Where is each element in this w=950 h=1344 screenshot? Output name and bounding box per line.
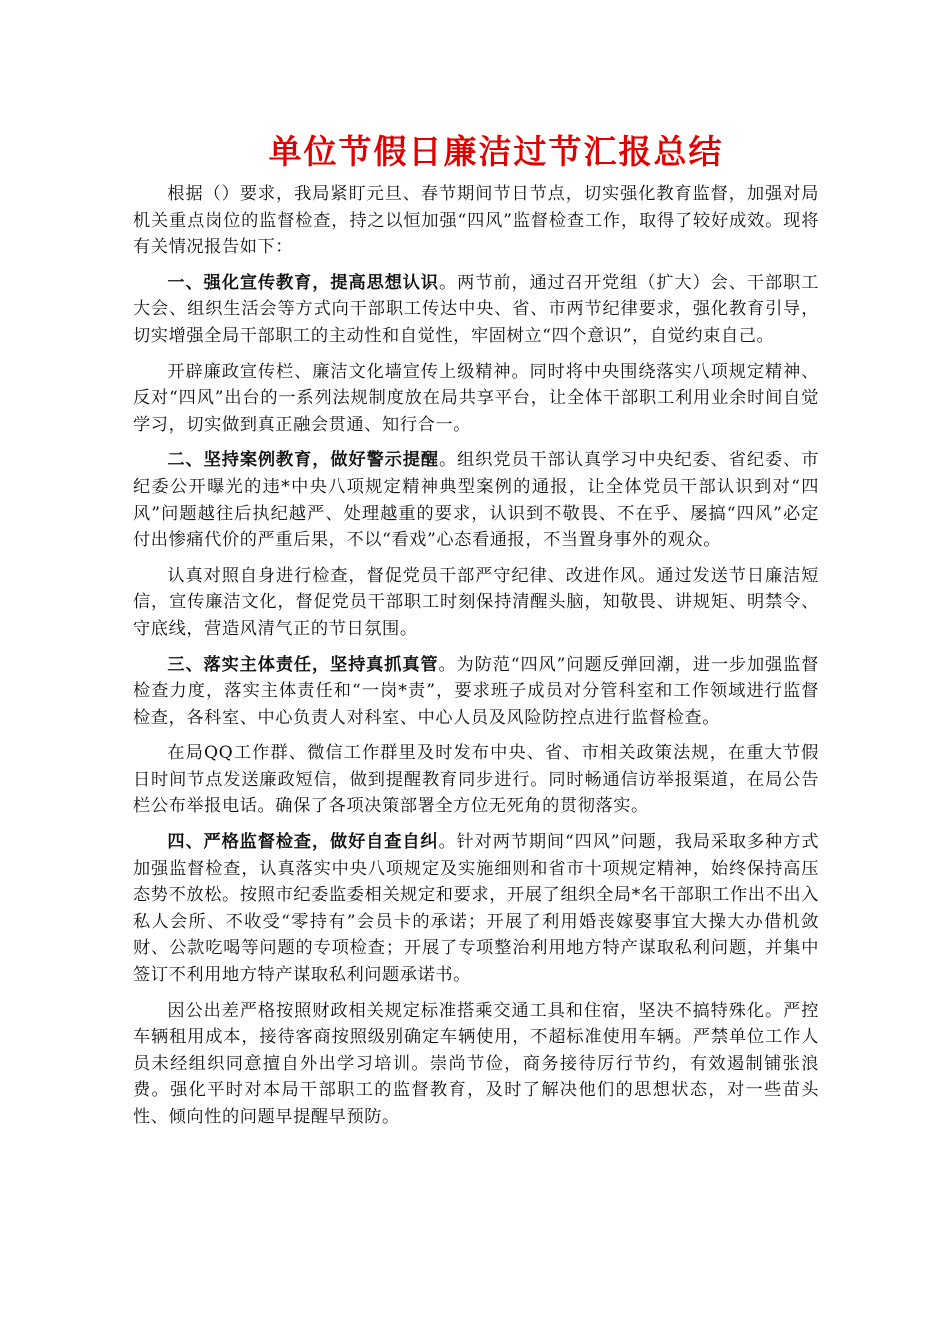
paragraph-section-3-detail	[133, 740, 819, 820]
paragraph-section-4	[133, 829, 819, 989]
paragraph-section-1-detail	[133, 359, 819, 439]
paragraph-text: 认真对照自身进行检查，督促党员干部严守纪律、改进作风。通过发送节日廉洁短信，宣传廉洁文化，督促党员干部职工时刻保持清醒头脑，知敬畏、讲规矩、明禁令、守底线，营造风清气正的节日氛围。	[133, 565, 819, 639]
paragraph-text: 开辟廉政宣传栏、廉洁文化墙宣传上级精神。同时将中央围绕落实八项规定精神、反对“四风”出台的一系列法规制度放在局共享平台，让全体干部职工利用业余时间自觉学习，切实做到真正融会贯通、知行合一。	[133, 361, 819, 435]
section-heading: 三、落实主体责任，坚持真抓真管	[167, 654, 439, 675]
paragraph-text: 。组织党员干部认真学习中央纪委、省纪委、市纪委公开曝光的违*中央八项规定精神典型案例的通报，让全体党员干部认识到对“四风”问题越往后执纪越严、处理越重的要求，认识到不敬畏、不在乎、屡搞“四风”必定付出惨痛代价的严重后果，不以“看戏”心态看通报，不当置身事外的观众。	[133, 450, 819, 551]
paragraph-text: 在局QQ工作群、微信工作群里及时发布中央、省、市相关政策法规，在重大节假日时间节点发送廉政短信，做到提醒教育同步进行。同时畅通信访举报渠道，在局公告栏公布举报电话。确保了各项决策部署全方位无死角的贯彻落实。	[133, 743, 819, 817]
paragraph-text: 。针对两节期间“四风”问题，我局采取多种方式加强监督检查，认真落实中央八项规定及实施细则和省市十项规定精神，始终保持高压态势不放松。按照市纪委监委相关规定和要求，开展了组织全局*名干部职工作出不出入私人会所、不收受“零持有”会员卡的承诺；开展了利用婚丧嫁娶事宜大操大办借机敛财、公款吃喝等问题的专项检查；开展了专项整治利用地方特产谋取私利问题，并集中签订不利用地方特产谋取私利问题承诺书。	[133, 832, 819, 986]
paragraph-section-4-detail	[133, 998, 819, 1131]
paragraph-intro	[133, 181, 819, 261]
document-title: 单位节假日廉洁过节汇报总结	[268, 132, 724, 171]
section-heading: 二、坚持案例教育，做好警示提醒	[167, 450, 440, 471]
document-page	[133, 132, 819, 1140]
paragraph-text: 根据（）要求，我局紧盯元旦、春节期间节日节点，切实强化教育监督，加强对局机关重点岗位的监督检查，持之以恒加强“四风”监督检查工作，取得了较好成效。现将有关情况报告如下：	[133, 184, 819, 258]
paragraph-section-1	[133, 270, 819, 350]
paragraph-text: 因公出差严格按照财政相关规定标准搭乘交通工具和住宿，坚决不搞特殊化。严控车辆租用成本，接待客商按照级别确定车辆使用，不超标准使用车辆。严禁单位工作人员未经组织同意擅自外出学习培训。崇尚节俭，商务接待厉行节约，有效遏制铺张浪费。强化平时对本局干部职工的监督教育，及时了解决他们的思想状态，对一些苗头性、倾向性的问题早提醒早预防。	[133, 1000, 819, 1127]
paragraph-section-2-detail	[133, 563, 819, 643]
section-heading: 一、强化宣传教育，提高思想认识	[167, 272, 440, 293]
paragraph-text: 。为防范“四风”问题反弹回潮，进一步加强监督检查力度，落实主体责任和“一岗*责”，要求班子成员对分管科室和工作领域进行监督检查，各科室、中心负责人对科室、中心人员及风险防控点进行监督检查。	[133, 654, 819, 728]
section-heading: 四、严格监督检查，做好自查自纠	[167, 832, 439, 853]
paragraph-text: 。两节前，通过召开党组（扩大）会、干部职工大会、组织生活会等方式向干部职工传达中央、省、市两节纪律要求，强化教育引导，切实增强全局干部职工的主动性和自觉性，牢固树立“四个意识”，自觉约束自己。	[133, 272, 819, 346]
paragraph-section-3	[133, 652, 819, 732]
paragraph-section-2	[133, 447, 819, 553]
